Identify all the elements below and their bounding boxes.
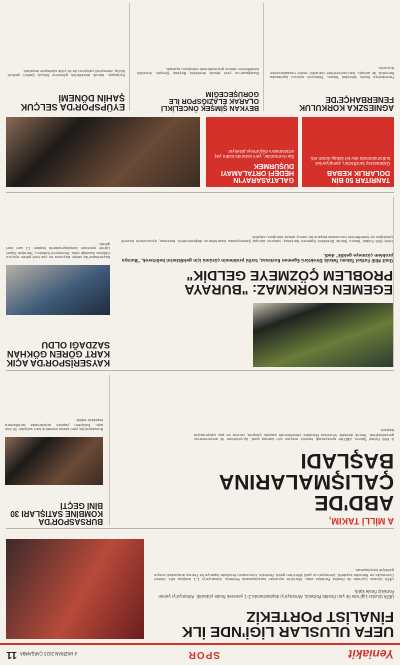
divider: [6, 192, 394, 193]
eyup-body: Eyüpspor, teknik direktörlük görevine Selçuk Şahin'i getirdi. Kulüp, deneyimli çalıştırıcı ile iki yıllık sözleşme imzaladı.: [7, 68, 125, 77]
fener-story: [270, 3, 394, 111]
redbox-kebab-title: TANRITAR 50 BİN DOLARLIK KEBAB: [327, 169, 390, 183]
masthead: [0, 643, 400, 665]
redbox-galatasaray-title: GALATASARAY'IN HEDEFİ ORTALAMAYI DÜŞÜRMEK: [220, 162, 294, 183]
korkmaz-story: [116, 197, 394, 367]
milli-story: [124, 375, 394, 525]
milli-kicker: A MİLLİ TAKIM,: [329, 516, 394, 526]
korkmaz-photo: [253, 303, 393, 367]
redbox-kebab-body: Galatasaray taraftarları, şampiyonluk kutlamalarında dev bir kebap ikram etti.: [309, 156, 390, 166]
fener-title: AGNIESZKA KORKULUK FENERBAHÇE'DE: [299, 95, 394, 112]
section-label: SPOR: [187, 649, 220, 660]
kayseri-title: KAYSERİSPOR'DA AÇIK KART GÖREN GÖKHAN SAZDAĞI OLDU: [6, 340, 110, 368]
lead-story: [6, 533, 394, 639]
beykan-title: BEYKAN ŞİMŞEK ÖNCELİKLİ OLARAK ELAZIĞSPOR İLE GÖRÜŞECEĞİM: [160, 90, 259, 111]
eyup-title: EYÜPSPOR'DA SELÇUK ŞAHİN DÖNEMİ: [20, 93, 125, 112]
beykan-story: [136, 3, 264, 111]
lead-photo: [6, 539, 144, 639]
brand-logo: Yeniakit: [348, 647, 394, 661]
kayseri-story: [6, 197, 110, 367]
beykan-body: Elazığspor'un yeni teknik direktörü Beykan Şimşek, öncelikli hedeflerinin takımı güçlendirmek olduğunu açıkladı.: [137, 66, 259, 75]
lead-title: UEFA ULUSLAR LİGİ'NDE İLK FİNALİST PORTEKİZ: [181, 608, 394, 640]
lead-photo-image: [6, 539, 144, 639]
lead-body: UEFA Uluslar Ligi'nde ilk finalist Portekiz oldu. Münih'te oynanan karşılaşmada Portekiz, Almanya'yı 2-1 mağlup etti. Golleri Conceição ve Ronaldo kaydetti. Almanya'nın golü Wirtz'ten geldi. Portekiz, turnuvanın finalinde İspanya ile Fransa arasındaki maçın galibiyle karşılaşacak.: [154, 568, 394, 581]
kayseri-body: Kayserispor'da sezon boyunca en çok kart gören oyuncu Gökhan Sazdağı oldu. Deneyimli futbolcu, Trendyol Süper Lig'de oynanan karşılaşmalarda toplam 11 sarı kart gördü.: [6, 242, 110, 259]
divider: [6, 528, 394, 529]
fener-body: Fenerbahçe Kadın Voleybol Takımı, Polonyalı oyuncu Agnieszka Korneluk ile anlaştı. Sarı-lacivertliler transferi resmi hesaplarından duyurdu.: [270, 66, 394, 79]
bursaspor-title: BURSASPOR'DA KOMBİNE SATIŞLARI 30 BİNİ GEÇTİ: [10, 501, 103, 526]
eyup-story: [6, 3, 130, 111]
issue-date: 4 HAZİRAN 2025 ÇARŞAMBA: [20, 651, 78, 656]
redbox-galatasaray: [206, 117, 298, 187]
korkmaz-body: Ümit Milli Futbol Takımı Teknik Direktörü Egemen Korkmaz, takımın Avrupa Şampiyonası hazırlıklarını değerlendirdi. Korkmaz, oyuncuların özverili çalıştığını ve hedeflerinin turnuvada başarılı bir sonuç almak olduğunu söyledi.: [121, 234, 393, 243]
bursaspor-photo: [5, 437, 103, 485]
korkmaz-deck: Ümit Milli Futbol Takımı Teknik Direktörü Egemen Korkmaz, tarihi problemin çözümü için geldiklerini belirterek, "Buraya problem çözmeye geldik" dedi.: [121, 253, 393, 263]
lead-deck: UEFA Uluslar Ligi'nde ilk yarı finalde Portekiz, Almanya'yı deplasmanda 2-1 yenerek finale yükseldi. Almanya'yı yenen Portekiz finale kaldı.: [158, 589, 394, 599]
page-number: 11: [6, 649, 17, 660]
redbox-galatasaray-body: Sarı-kırmızılılar, yeni sezonda kadro yaş ortalamasını düşürmeyi planlıyor.: [214, 149, 294, 159]
bottom-photo: [6, 117, 200, 187]
kayseri-photo: [6, 265, 110, 315]
redbox-kebab: [302, 117, 394, 187]
milli-body: A Milli Futbol Takımı, ABD'de oynayacağı hazırlık maçları için kampa girdi. Ay-yıldızlılar ilk antrenmanını gerçekleştirdi. Teknik direktör Vincenzo Montella yönetiminde yapılan çalışma, ısınma ve pas çalışmasıyla başladı.: [194, 428, 394, 441]
bursaspor-story: [6, 375, 110, 525]
korkmaz-title: EGEMEN KORKMAZ: "BURAYA PROBLEM ÇÖZMEYE GELDİK": [184, 268, 393, 298]
divider: [6, 370, 394, 371]
milli-title: ABD'DE ÇALIŞMALARINA BAŞLADI: [219, 449, 394, 514]
bursaspor-body: Bursaspor'da yeni sezon kombine kart satışları 30 bini aştı. Kulüpten yapılan açıklamada taraftarlara teşekkür edildi.: [5, 418, 103, 431]
